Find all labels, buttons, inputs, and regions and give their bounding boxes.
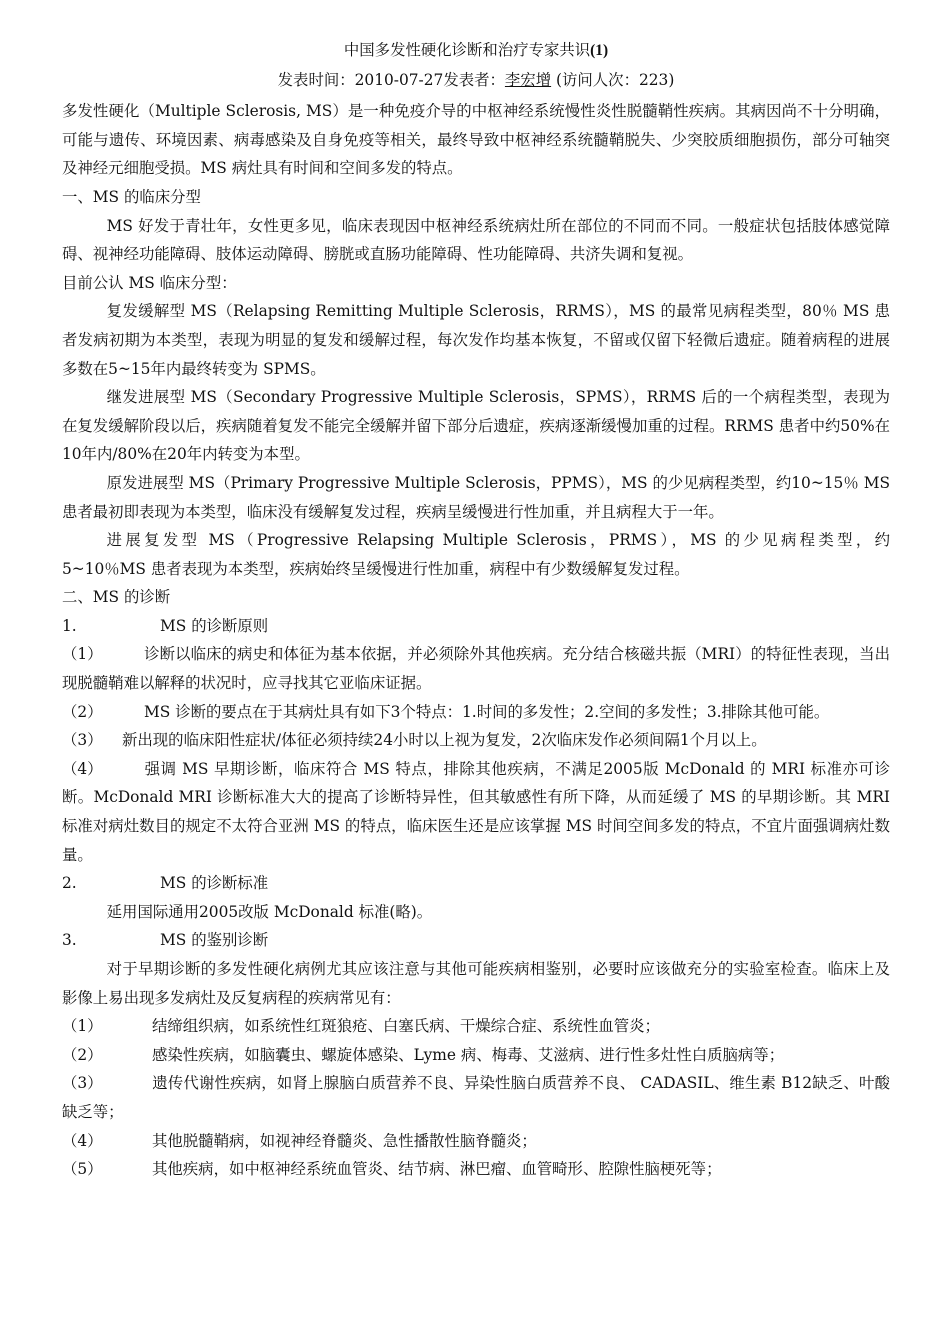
- meta-suffix: (访问人次：223): [551, 70, 675, 89]
- item-text: 结缔组织病，如系统性红斑狼疮、白塞氏病、干燥综合症、系统性血管炎；: [152, 1017, 660, 1036]
- item-text: 遗传代谢性疾病，如肾上腺脑白质营养不良、异染性脑白质营养不良、 CADASIL、维生素 B12缺乏、叶酸缺乏等；: [62, 1074, 890, 1121]
- differential-item-1: [62, 1012, 890, 1041]
- subsection-number: 1.: [62, 616, 77, 635]
- meta-prefix: 发表时间：2010-07-27发表者：: [277, 70, 505, 89]
- differential-item-2: [62, 1041, 890, 1070]
- section-heading-2: 二、MS 的诊断: [62, 588, 171, 607]
- item-number: （1）: [62, 1017, 103, 1036]
- subsection-title: MS 的诊断原则: [160, 616, 269, 635]
- item-text: 新出现的临床阳性症状/体征必须持续24小时以上视为复发，2次临床发作必须间隔1个月以上。: [122, 731, 767, 750]
- subsection-3: [62, 926, 890, 955]
- item-number: （2）: [62, 702, 103, 721]
- differential-item-3: [62, 1069, 890, 1126]
- diagnosis-item-3: [62, 726, 890, 755]
- item-number: （3）: [62, 1074, 103, 1093]
- subsection-number: 3.: [62, 931, 77, 950]
- differential-item-5: [62, 1155, 890, 1184]
- differential-item-4: [62, 1127, 890, 1156]
- differential-paragraph: 对于早期诊断的多发性硬化病例尤其应该注意与其他可能疾病相鉴别，必要时应该做充分的实验室检查。临床上及影像上易出现多发病灶及反复病程的疾病常见有：: [62, 960, 890, 1007]
- item-text: MS 诊断的要点在于其病灶具有如下3个特点：1.时间的多发性；2.空间的多发性；3.排除其他可能。: [144, 702, 830, 721]
- item-number: （5）: [62, 1160, 103, 1179]
- item-number: （4）: [62, 1131, 103, 1150]
- types-intro: 目前公认 MS 临床分型：: [62, 273, 237, 292]
- section-heading-1: 一、MS 的临床分型: [62, 187, 201, 206]
- item-text: 其他脱髓鞘病，如视神经脊髓炎、急性播散性脑脊髓炎；: [152, 1131, 537, 1150]
- title-main: 中国多发性硬化诊断和治疗专家共识: [343, 41, 591, 59]
- clinical-paragraph: MS 好发于青壮年，女性更多见，临床表现因中枢神经系统病灶所在部位的不同而不同。一般症状包括肢体感觉障碍、视神经功能障碍、肢体运动障碍、膀胱或直肠功能障碍、性功能障碍、共济失调和复视。: [62, 216, 890, 264]
- spms-paragraph: 继发进展型 MS（Secondary Progressive Multiple Sclerosis，SPMS），RRMS 后的一个病程类型，表现为在复发缓解阶段以后，疾病随着复发不能完全缓解并留下部分后遗症，疾病逐渐缓慢加重的过程。RRMS 患者中约50%在10年内/80%在20年内转变为本型。: [62, 388, 890, 464]
- intro-paragraph: 多发性硬化（Multiple Sclerosis, MS）是一种免疫介导的中枢神经系统慢性炎性脱髓鞘性疾病。其病因尚不十分明确，可能与遗传、环境因素、病毒感染及自身免疫等相关，最终导致中枢神经系统髓鞘脱失、少突胶质细胞损伤，部分可轴突及神经元细胞受损。MS 病灶具有时间和空间多发的特点。: [62, 102, 890, 178]
- subsection-1: [62, 612, 890, 641]
- item-number: （2）: [62, 1045, 103, 1064]
- item-text: 诊断以临床的病史和体征为基本依据，并必须除外其他疾病。充分结合核磁共振（MRI）的特征性表现，当出现脱髓鞘难以解释的状况时，应寻找其它亚临床证据。: [62, 645, 890, 693]
- item-number: （4）: [62, 759, 103, 778]
- prms-paragraph: 进展复发型 MS（Progressive Relapsing Multiple Sclerosis，PRMS），MS 的少见病程类型，约5~10％MS 患者表现为本类型，疾病始终呈缓慢进行性加重，病程中有少数缓解复发过程。: [62, 531, 890, 578]
- item-text: 强调 MS 早期诊断，临床符合 MS 特点，排除其他疾病，不满足2005版 McDonald 的 MRI 标准亦可诊断。McDonald MRI 诊断标准大大的提高了诊断特异性，但其敏感性有所下降，从而延缓了 MS 的早期诊断。其 MRI 标准对病灶数目的规定不太符合亚洲 MS 的特点，临床医生还是应该掌握 MS 时间空间多发的特点，不宜片面强调病灶数量。: [62, 759, 890, 864]
- item-number: （1）: [62, 645, 103, 664]
- diagnosis-item-4: [62, 755, 890, 869]
- diagnosis-item-2: [62, 698, 890, 727]
- item-text: 感染性疾病，如脑囊虫、螺旋体感染、Lyme 病、梅毒、艾滋病、进行性多灶性白质脑病等；: [152, 1045, 785, 1064]
- subsection-2: [62, 869, 890, 898]
- rrms-paragraph: 复发缓解型 MS（Relapsing Remitting Multiple Sclerosis，RRMS），MS 的最常见病程类型，80％ MS 患者发病初期为本类型，表现为明显的复发和缓解过程，每次发作均基本恢复，不留或仅留下轻微后遗症。随着病程的进展多数在5~15年内最终转变为 SPMS。: [62, 302, 890, 378]
- author-link[interactable]: 李宏增: [504, 70, 552, 89]
- subsection-title: MS 的鉴别诊断: [160, 931, 269, 950]
- standard-paragraph: 延用国际通用2005改版 McDonald 标准(略)。: [106, 902, 433, 921]
- item-text: 其他疾病，如中枢神经系统血管炎、结节病、淋巴瘤、血管畸形、腔隙性脑梗死等；: [152, 1160, 722, 1179]
- subsection-number: 2.: [62, 874, 77, 893]
- subsection-title: MS 的诊断标准: [160, 874, 269, 893]
- item-number: （3）: [62, 731, 103, 750]
- title-suffix: (1): [590, 42, 609, 59]
- ppms-paragraph: 原发进展型 MS（Primary Progressive Multiple Sclerosis，PPMS），MS 的少见病程类型，约10~15％ MS 患者最初即表现为本类型，临床没有缓解复发过程，疾病呈缓慢进行性加重，并且病程大于一年。: [62, 473, 890, 521]
- document-title: [62, 36, 890, 66]
- publish-meta: [62, 66, 890, 95]
- diagnosis-item-1: [62, 640, 890, 697]
